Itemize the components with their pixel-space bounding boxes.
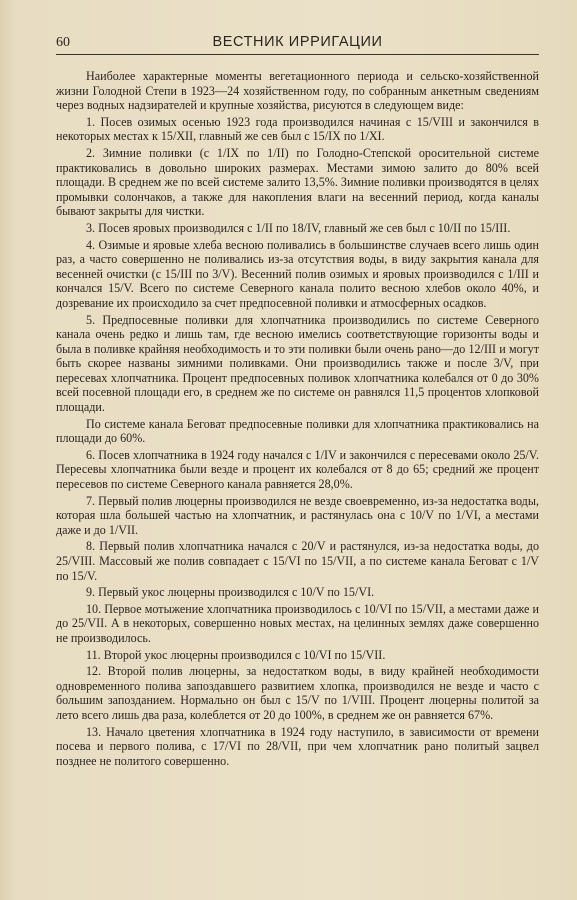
paragraph-12: 12. Второй полив люцерны, за недостатком воды, в виду крайней необходимости одновременного полива запоздавшего развитием хлопка, производился не везде и часто с большим запозданием. Нормально он был с 15/V по 1/VIII. Процент люцерны политой за лето всего лишь два раза, колеблется от 20 до 100%, в среднем же он равняется 67%.: [56, 664, 539, 722]
paragraph-begovat: По системе канала Беговат предпосевные поливки для хлопчатника практиковались на площади до 60%.: [56, 416, 539, 446]
paragraph-13: 13. Начало цветения хлопчатника в 1924 году наступило, в зависимости от времени посева и первого полива, с 17/VI по 28/VII, при чем хлопчатник рано политый зацвел позднее не политого совершенно.: [56, 724, 539, 768]
paragraph-8: 8. Первый полив хлопчатника начался с 20/V и растянулся, из-за недостатка воды, до 25/VIII. Массовый же полив совпадает с 15/VI по 15/VII, а по системе канала Беговат с 1/V по 15/V.: [56, 539, 539, 583]
article-body: [56, 69, 539, 768]
paragraph-5: 5. Предпосевные поливки для хлопчатника производились по системе Северного канала очень редко и лишь там, где весною имелись соответствующие горизонты воды и была в поливке крайняя необходимость и то эти поливки были очень рано—до 12/III и могут быть скорее названы зимними поливками. Они производились также и после 3/V, при пересевах хлопчатника. Процент предпосевных поливок хлопчатника колебался от 0 до 30% всей посевной площади его, в среднем же по системе он равнялся 11,5 процентов хлопковой площади.: [56, 312, 539, 415]
paragraph-10: 10. Первое мотыжение хлопчатника производилось с 10/VI по 15/VII, а местами даже и до 25/VII. А в некоторых, совершенно новых местах, на целинных землях даже совершенно не производилось.: [56, 601, 539, 645]
page-header: [56, 34, 539, 55]
page-number: 60: [56, 35, 70, 50]
paragraph-3: 3. Посев яровых производился с 1/II по 18/IV, главный же сев был с 10/II по 15/III.: [86, 220, 511, 235]
paragraph-7: 7. Первый полив люцерны производился не везде своевременно, из-за недостатка воды, которая шла большей частью на хлопчатник, и растянулась она с 10/V по 1/VI, а местами даже и до 1/VII.: [56, 493, 539, 537]
journal-title: ВЕСТНИК ИРРИГАЦИИ: [212, 34, 383, 50]
paragraph-intro: Наиболее характерные моменты вегетационного периода и сельско-хозяйственной жизни Голодной Степи в 1923—24 хозяйственном году, по собранным анкетным сведениям через водных надзирателей и крупные хозяйства, рисуются в следующем виде:: [56, 69, 539, 113]
paragraph-9: 9. Первый укос люцерны производился с 10/V по 15/VI.: [86, 585, 375, 600]
paragraph-11: 11. Второй укос люцерны производился с 10/VI по 15/VII.: [86, 647, 386, 662]
paragraph-1: 1. Посев озимых осенью 1923 года производился начиная с 15/VIII и закончился в некоторых местах к 15/XII, главный же сев был с 15/IX по 1/XI.: [56, 114, 539, 144]
paragraph-4: 4. Озимые и яровые хлеба весною поливались в большинстве случаев всего лишь один раз, а часто совершенно не поливались из-за отсутствия воды, в виду закрытия канала для весенней очистки (с 15/III по 3/V). Весенний полив озимых и яровых производился с 1/III и кончался 15/V. Всего по системе Северного канала полито весною хлебов около 40%, и дозревание их происходило за счет предпосевной поливки и атмосферных осадков.: [56, 237, 539, 310]
paragraph-6: 6. Посев хлопчатника в 1924 году начался с 1/IV и закончился с пересевами около 25/V. Пересевы хлопчатника были везде и процент их колебался от 8 до 65; средний же процент пересевов по системе Северного канала равняется 28,0%.: [56, 447, 539, 492]
paragraph-2: 2. Зимние поливки (с 1/IX по 1/II) по Голодно-Степской оросительной системе практиковались в довольно широких размерах. Местами зимою залито до 80% всей площади. В среднем же по всей системе залито 13,5%. Зимние поливки производятся в целях промывки солончаков, а также для накопления влаги на весенний период, когда каналы бывают закрыты для чистки.: [56, 145, 539, 219]
